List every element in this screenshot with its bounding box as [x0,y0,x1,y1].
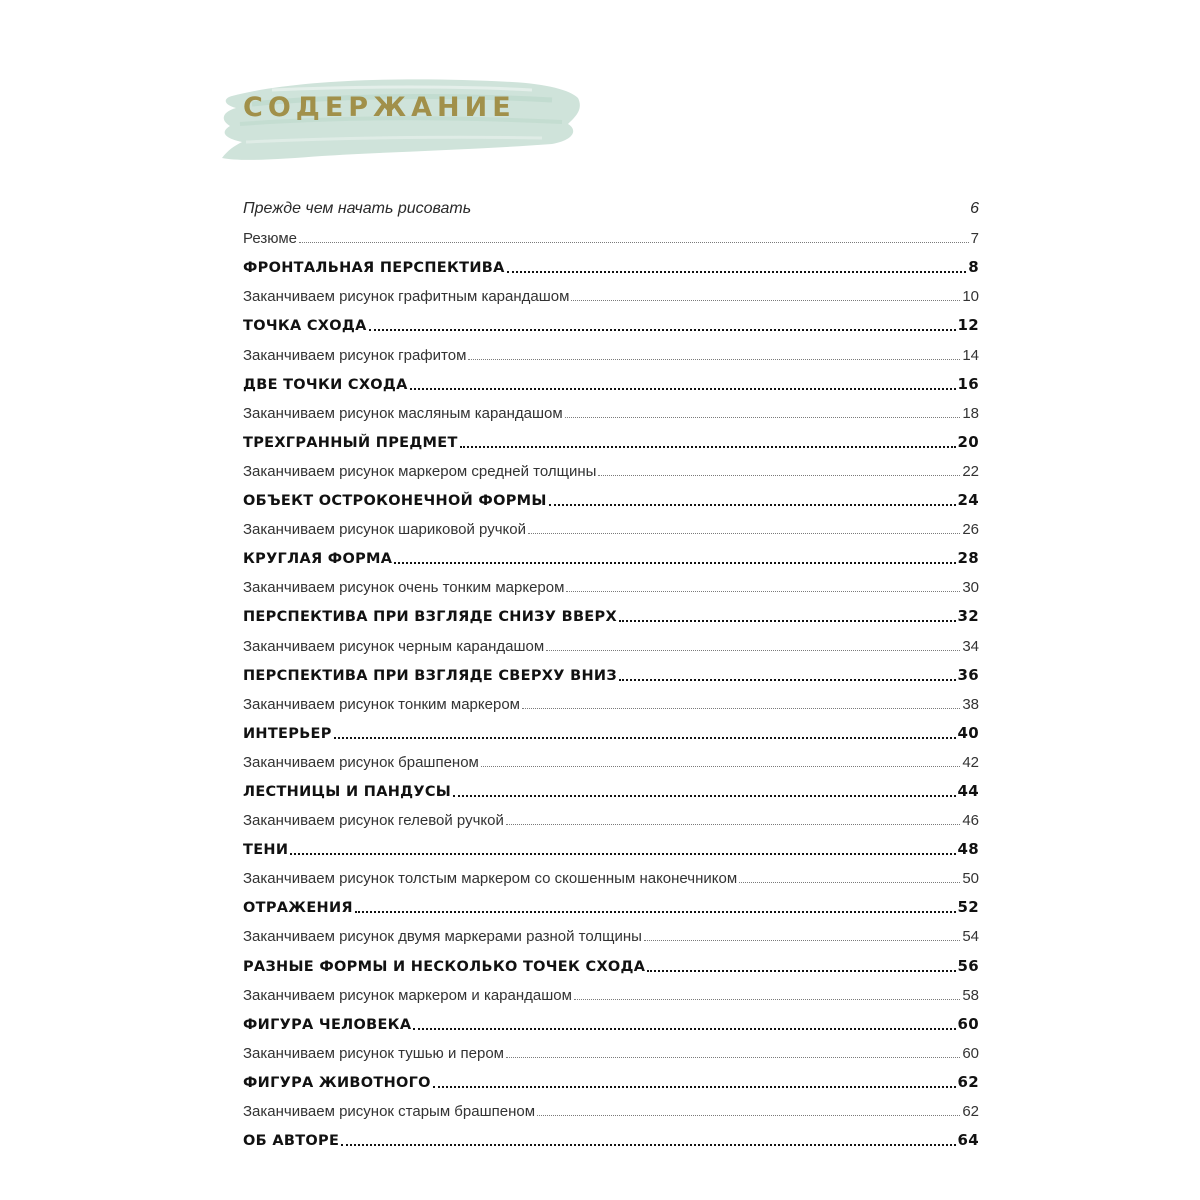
toc-page-number: 60 [962,1044,979,1062]
toc-entry-title: Заканчиваем рисунок масляным карандашом [243,404,563,422]
toc-entry-title: ФИГУРА ЧЕЛОВЕКА [243,1016,412,1033]
toc-dot-leader [537,1115,960,1116]
toc-page-number: 48 [957,840,979,859]
toc-page-number: 60 [957,1014,979,1033]
toc-page-number: 46 [962,812,979,830]
toc-entry-title: Заканчиваем рисунок тушью и пером [243,1044,504,1062]
toc-page-number: 20 [957,432,979,451]
toc-page-number: 34 [962,637,979,655]
toc-entry-title: ИНТЕРЬЕР [243,725,332,742]
toc-subsection-row[interactable] [243,397,979,426]
toc-entry-title: ТОЧКА СХОДА [243,318,367,335]
page-title: СОДЕРЖАНИЕ [243,92,516,123]
toc-dot-leader [369,329,956,331]
toc-chapter-row[interactable] [243,659,979,688]
toc-chapter-row[interactable] [243,1124,979,1153]
toc-subsection-row[interactable] [243,455,979,484]
toc-subsection-row[interactable] [243,280,979,309]
toc-page-number: 12 [957,316,979,335]
toc-entry-title: Заканчиваем рисунок брашпеном [243,753,479,771]
toc-chapter-row[interactable] [243,949,979,978]
toc-entry-title: Прежде чем начать рисовать [243,200,472,218]
toc-entry-title: Заканчиваем рисунок графитным карандашом [243,288,570,306]
toc-page-number: 44 [957,781,979,800]
toc-chapter-row[interactable] [243,542,979,571]
toc-entry-title: ЛЕСТНИЦЫ И ПАНДУСЫ [243,783,452,800]
toc-page-number: 62 [957,1072,979,1091]
toc-entry-title: Заканчиваем рисунок двумя маркерами разной толщины [243,928,642,946]
toc-dot-leader [394,562,955,564]
toc-chapter-row[interactable] [243,426,979,455]
toc-page-number: 7 [970,230,979,248]
toc-page-number: 24 [957,491,979,510]
toc-entry-title: Заканчиваем рисунок тонким маркером [243,695,520,713]
toc-page-number: 8 [968,258,979,277]
toc-page-number: 40 [957,723,979,742]
toc-dot-leader [468,359,960,360]
toc-dot-leader [355,911,956,913]
toc-subsection-row[interactable] [243,862,979,891]
toc-dot-leader [433,1086,956,1088]
toc-dot-leader [566,591,960,592]
toc-dot-leader [619,679,956,681]
toc-entry-title: РАЗНЫЕ ФОРМЫ И НЕСКОЛЬКО ТОЧЕК СХОДА [243,958,646,975]
toc-subsection-row[interactable] [243,746,979,775]
toc-subsection-row[interactable] [243,920,979,949]
toc-dot-leader [647,970,955,972]
toc-page-number: 62 [962,1103,979,1120]
toc-entry-title: ТРЕХГРАННЫЙ ПРЕДМЕТ [243,434,458,451]
toc-subsection-row[interactable] [243,571,979,600]
toc-page-number: 6 [970,200,979,218]
toc-page-number: 64 [957,1131,979,1150]
toc-dot-leader [507,271,967,273]
toc-subsection-row[interactable] [243,513,979,542]
toc-subsection-row[interactable] [243,804,979,833]
toc-entry-title: ФИГУРА ЖИВОТНОГО [243,1074,431,1091]
toc-dot-leader [619,620,956,622]
toc-entry-title: Заканчиваем рисунок маркером и карандашом [243,986,572,1004]
table-of-contents [243,193,979,1153]
toc-chapter-row[interactable] [243,1008,979,1037]
toc-chapter-row[interactable] [243,833,979,862]
toc-entry-title: ТЕНИ [243,842,289,859]
toc-dot-leader [506,1057,960,1058]
toc-entry-title: ПЕРСПЕКТИВА ПРИ ВЗГЛЯДЕ СНИЗУ ВВЕРХ [243,609,617,626]
toc-dot-leader [644,940,960,941]
toc-subsection-row[interactable] [243,222,979,251]
toc-chapter-row[interactable] [243,251,979,280]
toc-chapter-row[interactable] [243,1066,979,1095]
toc-entry-title: КРУГЛАЯ ФОРМА [243,551,393,568]
toc-dot-leader [290,853,955,855]
toc-dot-leader [506,824,960,825]
toc-entry-title: Заканчиваем рисунок черным карандашом [243,637,545,655]
toc-dot-leader [341,1144,955,1146]
toc-dot-leader [574,999,960,1000]
toc-page-number: 10 [962,288,979,306]
toc-page-number: 52 [957,898,979,917]
toc-dot-leader [522,708,960,709]
toc-page-number: 54 [962,928,979,946]
toc-chapter-row[interactable] [243,600,979,629]
toc-page-number: 42 [962,753,979,771]
toc-entry-title: Заканчиваем рисунок графитом [243,346,467,364]
toc-dot-leader [565,417,961,418]
toc-chapter-row[interactable] [243,484,979,513]
toc-page-number: 30 [962,579,979,597]
toc-subsection-row[interactable] [243,629,979,658]
toc-subsection-row[interactable] [243,193,979,222]
toc-subsection-row[interactable] [243,688,979,717]
toc-page-number: 26 [962,521,979,539]
toc-page-number: 28 [957,549,979,568]
toc-page-number: 14 [962,346,979,364]
toc-chapter-row[interactable] [243,717,979,746]
toc-page-number: 18 [962,404,979,422]
toc-dot-leader [549,504,956,506]
toc-entry-title: Заканчиваем рисунок шариковой ручкой [243,521,526,539]
toc-entry-title: ОТРАЖЕНИЯ [243,900,353,917]
toc-subsection-row[interactable] [243,1095,979,1124]
toc-page-number: 36 [957,665,979,684]
toc-subsection-row[interactable] [243,979,979,1008]
toc-page-number: 22 [962,462,979,480]
toc-dot-leader [528,533,960,534]
toc-entry-title: Заканчиваем рисунок толстым маркером со скошенным наконечником [243,870,738,888]
toc-entry-title: Резюме [243,230,297,248]
toc-page-number: 16 [957,374,979,393]
toc-dot-leader [453,795,955,797]
toc-dot-leader [334,737,956,739]
toc-page-number: 58 [962,986,979,1004]
toc-dot-leader [598,475,960,476]
toc-dot-leader [410,388,956,390]
toc-page-number: 32 [957,607,979,626]
toc-chapter-row[interactable] [243,775,979,804]
toc-page-number: 56 [957,956,979,975]
toc-entry-title: Заканчиваем рисунок гелевой ручкой [243,812,504,830]
toc-entry-title: ПЕРСПЕКТИВА ПРИ ВЗГЛЯДЕ СВЕРХУ ВНИЗ [243,667,617,684]
toc-entry-title: ФРОНТАЛЬНАЯ ПЕРСПЕКТИВА [243,260,505,277]
toc-page-number: 50 [962,870,979,888]
toc-dot-leader [739,882,960,883]
toc-subsection-row[interactable] [243,1037,979,1066]
toc-page-number: 38 [962,695,979,713]
toc-entry-title: Заканчиваем рисунок старым брашпеном [243,1103,536,1120]
toc-dot-leader [460,446,956,448]
toc-subsection-row[interactable] [243,338,979,367]
toc-entry-title: ДВЕ ТОЧКИ СХОДА [243,376,408,393]
toc-dot-leader [546,650,960,651]
toc-dot-leader [481,766,960,767]
toc-entry-title: Заканчиваем рисунок очень тонким маркером [243,579,565,597]
toc-entry-title: Заканчиваем рисунок маркером средней толщины [243,462,597,480]
toc-entry-title: ОБ АВТОРЕ [243,1133,340,1150]
toc-dot-leader [413,1028,955,1030]
toc-dot-leader [299,242,969,243]
toc-dot-leader [571,300,960,301]
toc-chapter-row[interactable] [243,891,979,920]
toc-chapter-row[interactable] [243,309,979,338]
toc-entry-title: ОБЪЕКТ ОСТРОКОНЕЧНОЙ ФОРМЫ [243,493,547,510]
toc-chapter-row[interactable] [243,368,979,397]
